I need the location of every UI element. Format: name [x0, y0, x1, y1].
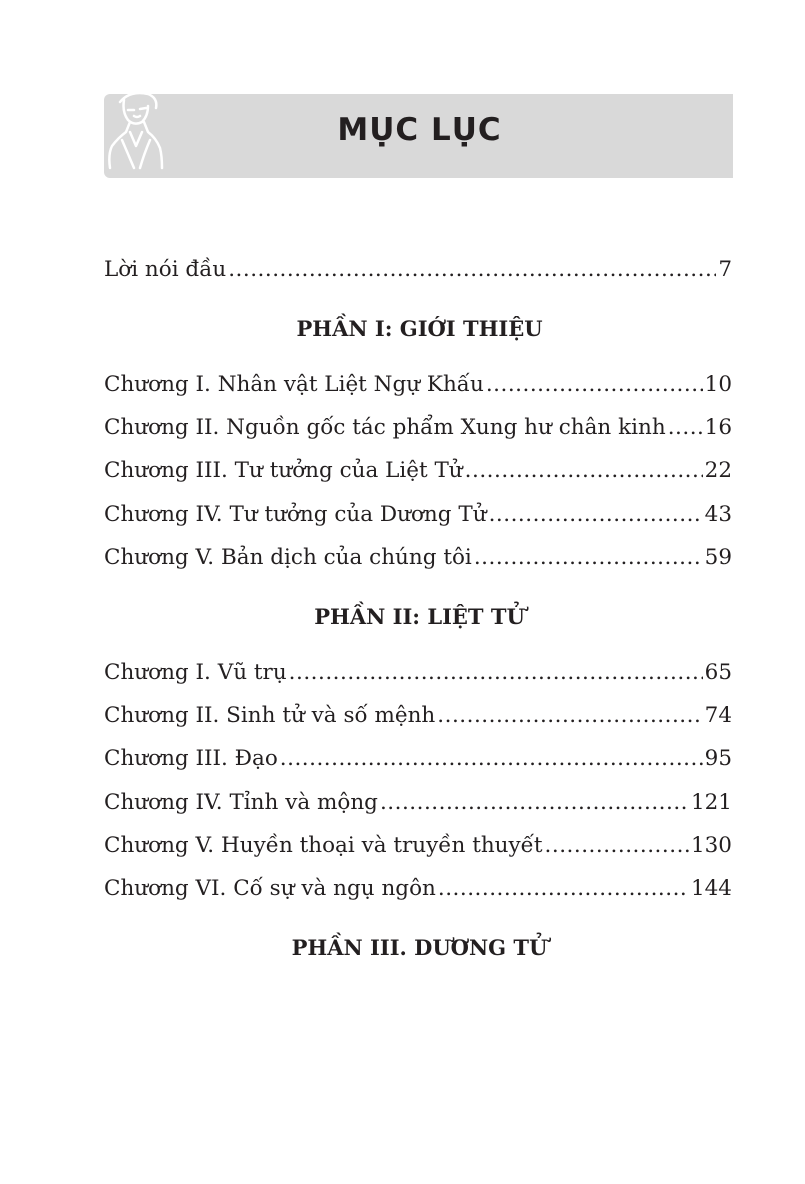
toc-entry[interactable] — [104, 657, 732, 689]
dot-leader — [438, 873, 689, 905]
dot-leader — [380, 787, 689, 819]
toc-entry-page: 10 — [704, 372, 732, 397]
toc-entry-page: 59 — [704, 545, 732, 570]
toc-entry-label: Chương IV. Tư tưởng của Dương Tử — [104, 502, 487, 527]
toc-entry-label: Chương VI. Cố sự và ngụ ngôn — [104, 876, 436, 901]
toc-entry[interactable] — [104, 369, 732, 401]
toc-entry[interactable] — [104, 455, 732, 487]
toc-entry[interactable] — [104, 700, 732, 732]
toc-entry-page: 121 — [690, 790, 732, 815]
dot-leader — [289, 657, 703, 689]
toc-entry[interactable] — [104, 743, 732, 775]
toc-entry-label: Chương IV. Tỉnh và mộng — [104, 790, 378, 815]
dot-leader — [668, 412, 703, 444]
toc-entry-label: Chương V. Huyền thoại và truyền thuyết — [104, 833, 543, 858]
toc-entry-page: 144 — [690, 876, 732, 901]
dot-leader — [465, 455, 703, 487]
dot-leader — [280, 743, 703, 775]
toc-entry[interactable] — [104, 830, 732, 862]
part-heading: PHẦN II: LIỆT TỬ — [314, 604, 525, 629]
toc-entry-page: 130 — [690, 833, 732, 858]
dot-leader — [545, 830, 689, 862]
toc-entry-page: 22 — [704, 458, 732, 483]
dot-leader — [437, 700, 702, 732]
toc-entry-page: 95 — [704, 746, 732, 771]
toc-entry[interactable] — [104, 787, 732, 819]
part-heading: PHẦN III. DƯƠNG TỬ — [291, 935, 548, 960]
dot-leader — [486, 369, 703, 401]
toc-entry-label: Chương I. Nhân vật Liệt Ngự Khấu — [104, 372, 484, 397]
dot-leader — [474, 542, 703, 574]
toc-entry-label: Lời nói đầu — [104, 257, 227, 282]
toc-intro-entry[interactable] — [104, 254, 732, 286]
toc-entry[interactable] — [104, 499, 732, 531]
dot-leader — [228, 254, 716, 286]
toc-entry-label: Chương V. Bản dịch của chúng tôi — [104, 545, 472, 570]
toc-entry-label: Chương I. Vũ trụ — [104, 660, 287, 685]
toc-entry[interactable] — [104, 542, 732, 574]
toc-entry-page: 74 — [704, 703, 732, 728]
toc-entry[interactable] — [104, 873, 732, 905]
page-title: MỤC LỤC — [337, 112, 502, 148]
toc-entry-page: 16 — [704, 415, 732, 440]
toc-entry-page: 43 — [704, 502, 732, 527]
toc-entry-label: Chương II. Nguồn gốc tác phẩm Xung hư chân kinh — [104, 415, 666, 440]
part-heading: PHẦN I: GIỚI THIỆU — [296, 316, 543, 341]
toc-entry-page: 65 — [704, 660, 732, 685]
dot-leader — [489, 499, 703, 531]
toc-entry-page: 7 — [718, 257, 732, 282]
toc-entry-label: Chương III. Tư tưởng của Liệt Tử — [104, 458, 463, 483]
toc-entry[interactable] — [104, 412, 732, 444]
toc-entry-label: Chương II. Sinh tử và số mệnh — [104, 703, 436, 728]
toc-entry-label: Chương III. Đạo — [104, 746, 278, 771]
